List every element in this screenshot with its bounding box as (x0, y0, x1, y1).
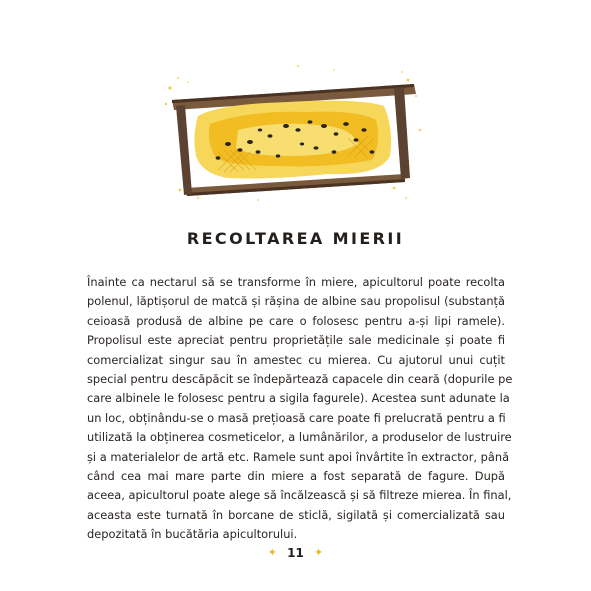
paragraph-line: când cea mai mare parte din miere a fost separată de fagure. După (87, 469, 505, 484)
paragraph-line: utilizată la obținerea cosmeticelor, a lumânărilor, a produselor de lustruire (87, 430, 512, 445)
paragraph-line: ceioasă produsă de albine pe care o folosesc pentru a-și lipi ramele). (87, 313, 505, 328)
paragraph-line: Înainte ca nectarul să se transforme în miere, apicultorul poate recolta (87, 275, 505, 289)
page-number-footer (0, 546, 591, 560)
paragraph-line: aceasta este turnată în borcane de sticlă, sigilată și comercializată sau (87, 507, 505, 522)
paragraph-line: un loc, obținându-se o masă prețioasă care poate fi prelucrată pentru a fi (87, 410, 506, 425)
section-title: RECOLTAREA MIERII (186, 229, 405, 248)
paragraph-line: și a materialelor de artă etc. Ramele sunt apoi învârtite în extractor, până (87, 449, 510, 464)
paragraph-line: aceea, apicultorul poate alege să încălzească și să filtreze mierea. În final, (87, 488, 512, 503)
honeycomb-frame-illustration (158, 60, 426, 210)
sparkle-icon: ✦ (267, 546, 277, 559)
paragraph-line: Propolisul este apreciat pentru proprietățile sale medicinale și poate fi (87, 333, 505, 348)
body-paragraph (87, 273, 513, 545)
paragraph-line: depozitată în bucătăria apicultorului. (87, 527, 298, 542)
page-number: 11 (287, 546, 304, 560)
paragraph-line: polenul, lăptișorul de matcă și rășina de albine sau propolisul (substanță (87, 294, 505, 309)
paragraph-line: special pentru descăpăcit se îndepărtează capacele din ceară (dopurile pe (87, 372, 513, 387)
paragraph-line: comercializat singur sau în amestec cu mierea. Cu ajutorul unui cuțit (87, 352, 505, 367)
honeycomb (194, 101, 391, 179)
sparkle-icon: ✦ (314, 546, 324, 559)
paragraph-line: care albinele le folosesc pentru a sigila fagurele). Acestea sunt adunate la (87, 391, 510, 406)
